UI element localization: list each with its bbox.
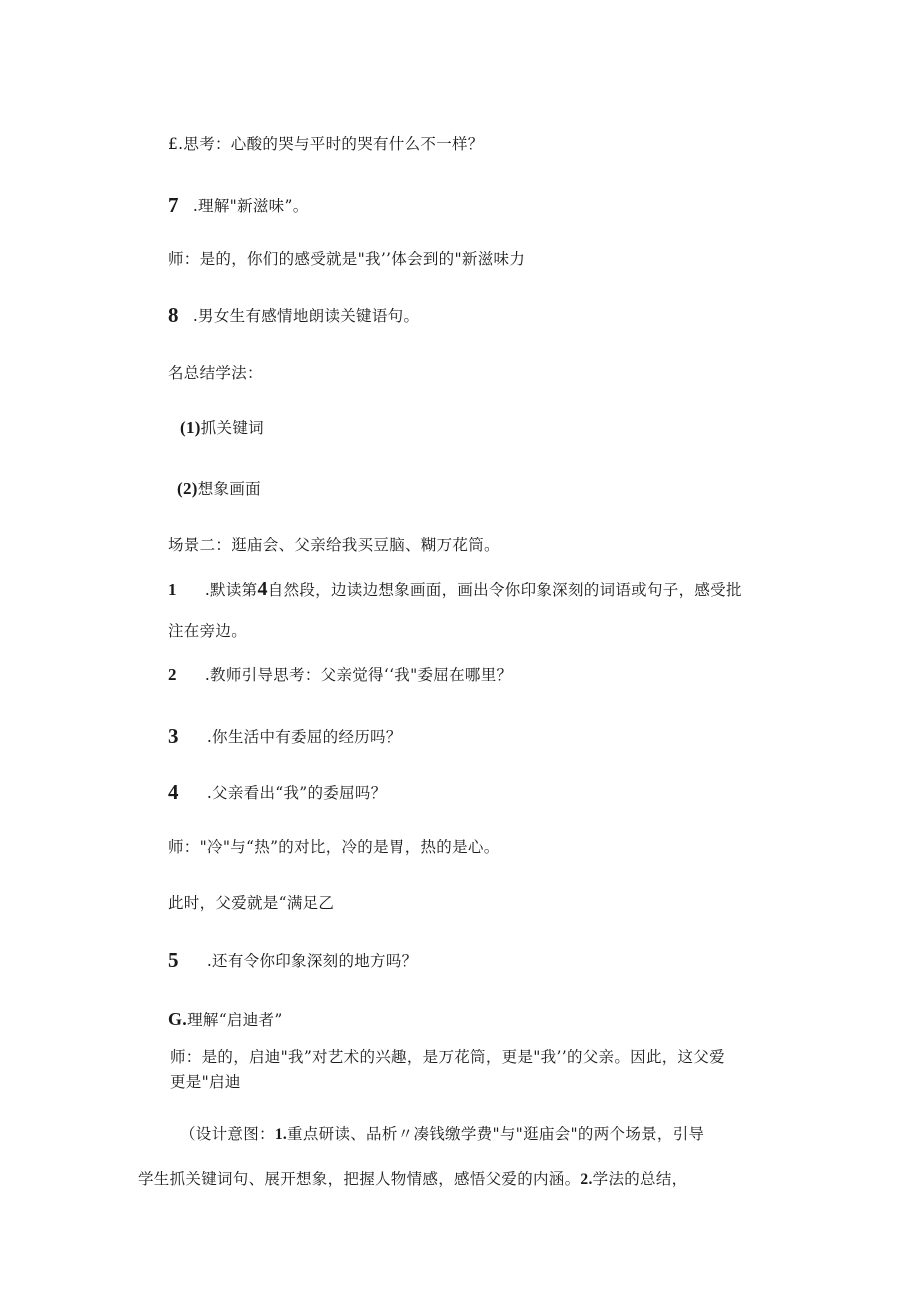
line-text: 师："冷"与“热”的对比，冷的是胃，热的是心。 xyxy=(168,838,500,856)
line-item-4 xyxy=(168,781,387,804)
line-think-crying xyxy=(168,133,484,155)
line-text: .父亲看出“我”的委屈吗？ xyxy=(206,784,387,802)
line-text: 理解“启迪者” xyxy=(187,1011,283,1029)
line-item-1-cont xyxy=(168,620,247,642)
line-design-intent-cont xyxy=(138,1168,687,1191)
item-number: 1 xyxy=(168,580,177,599)
item-number: (1) xyxy=(180,418,201,437)
line-text: .理解"新滋味”。 xyxy=(192,197,309,215)
line-item-8 xyxy=(168,304,419,327)
line-text: 抓关键词 xyxy=(200,419,264,437)
paragraph-number: 4 xyxy=(257,578,268,600)
line-text: .你生活中有委屈的经历吗？ xyxy=(206,728,402,746)
line-enlightener xyxy=(168,1008,283,1031)
item-number: 7 xyxy=(168,193,179,217)
line-text: .教师引导思考：父亲觉得‘‘我"委屈在哪里？ xyxy=(204,666,513,684)
item-number: 5 xyxy=(168,948,179,972)
line-summary-method xyxy=(168,362,263,384)
line-text: .还有令你印象深刻的地方吗？ xyxy=(206,952,418,970)
line-text: 师：是的，启迪"我”对艺术的兴趣，是万花筒，更是"我’’的父亲。因此，这父爱 xyxy=(170,1048,725,1066)
line-text: 场景二：逛庙会、父亲给我买豆脑、糊万花筒。 xyxy=(168,536,500,554)
line-item-5 xyxy=(168,949,417,972)
line-scene-two xyxy=(168,534,500,556)
line-text: 师：是的，你们的感受就是"我’’体会到的"新滋味力 xyxy=(168,250,526,268)
line-text: （设计意图： xyxy=(180,1125,275,1143)
line-father-love xyxy=(168,892,334,914)
line-method-1 xyxy=(180,417,264,439)
line-teacher-enlighten xyxy=(170,1046,725,1068)
item-number: 8 xyxy=(168,303,179,327)
line-text: .男女生有感情地朗读关键语句。 xyxy=(192,307,420,325)
line-item-2 xyxy=(168,664,512,686)
line-text: 重点研读、品析〃凑钱缴学费"与"逛庙会"的两个场景，引导 xyxy=(287,1125,705,1143)
line-method-2 xyxy=(177,478,261,500)
line-text: 学生抓关键词句、展开想象，把握人物情感，感悟父爱的内涵。 xyxy=(138,1170,581,1188)
line-text: 此时，父爱就是“满足乙 xyxy=(168,894,335,912)
line-design-intent xyxy=(180,1123,704,1146)
line-text: 学法的总结， xyxy=(592,1170,688,1188)
item-number: 2 xyxy=(168,665,177,684)
line-item-1 xyxy=(168,578,742,601)
point-number: 2. xyxy=(580,1171,593,1188)
line-text: 注在旁边。 xyxy=(168,622,248,640)
item-number: (2) xyxy=(177,479,198,498)
item-number: 4 xyxy=(168,780,179,804)
line-teacher-cold-hot xyxy=(168,836,500,858)
line-text: 想象画面 xyxy=(197,480,261,498)
line-text: £.思考：心酸的哭与平时的哭有什么不一样？ xyxy=(168,135,484,153)
line-item-7 xyxy=(168,194,309,217)
line-item-3 xyxy=(168,725,402,748)
line-teacher-enlighten-cont xyxy=(170,1071,241,1093)
line-text: .默读第 xyxy=(204,581,258,599)
line-text: 自然段，边读边想象画面，画出令你印象深刻的词语或句子，感受批 xyxy=(267,581,742,599)
line-text: 名总结学法： xyxy=(168,364,263,382)
line-text: 更是"启迪 xyxy=(170,1073,241,1091)
item-number: G. xyxy=(168,1009,188,1029)
item-number: 3 xyxy=(168,724,179,748)
point-number: 1. xyxy=(274,1126,288,1143)
line-teacher-new-taste xyxy=(168,248,525,270)
